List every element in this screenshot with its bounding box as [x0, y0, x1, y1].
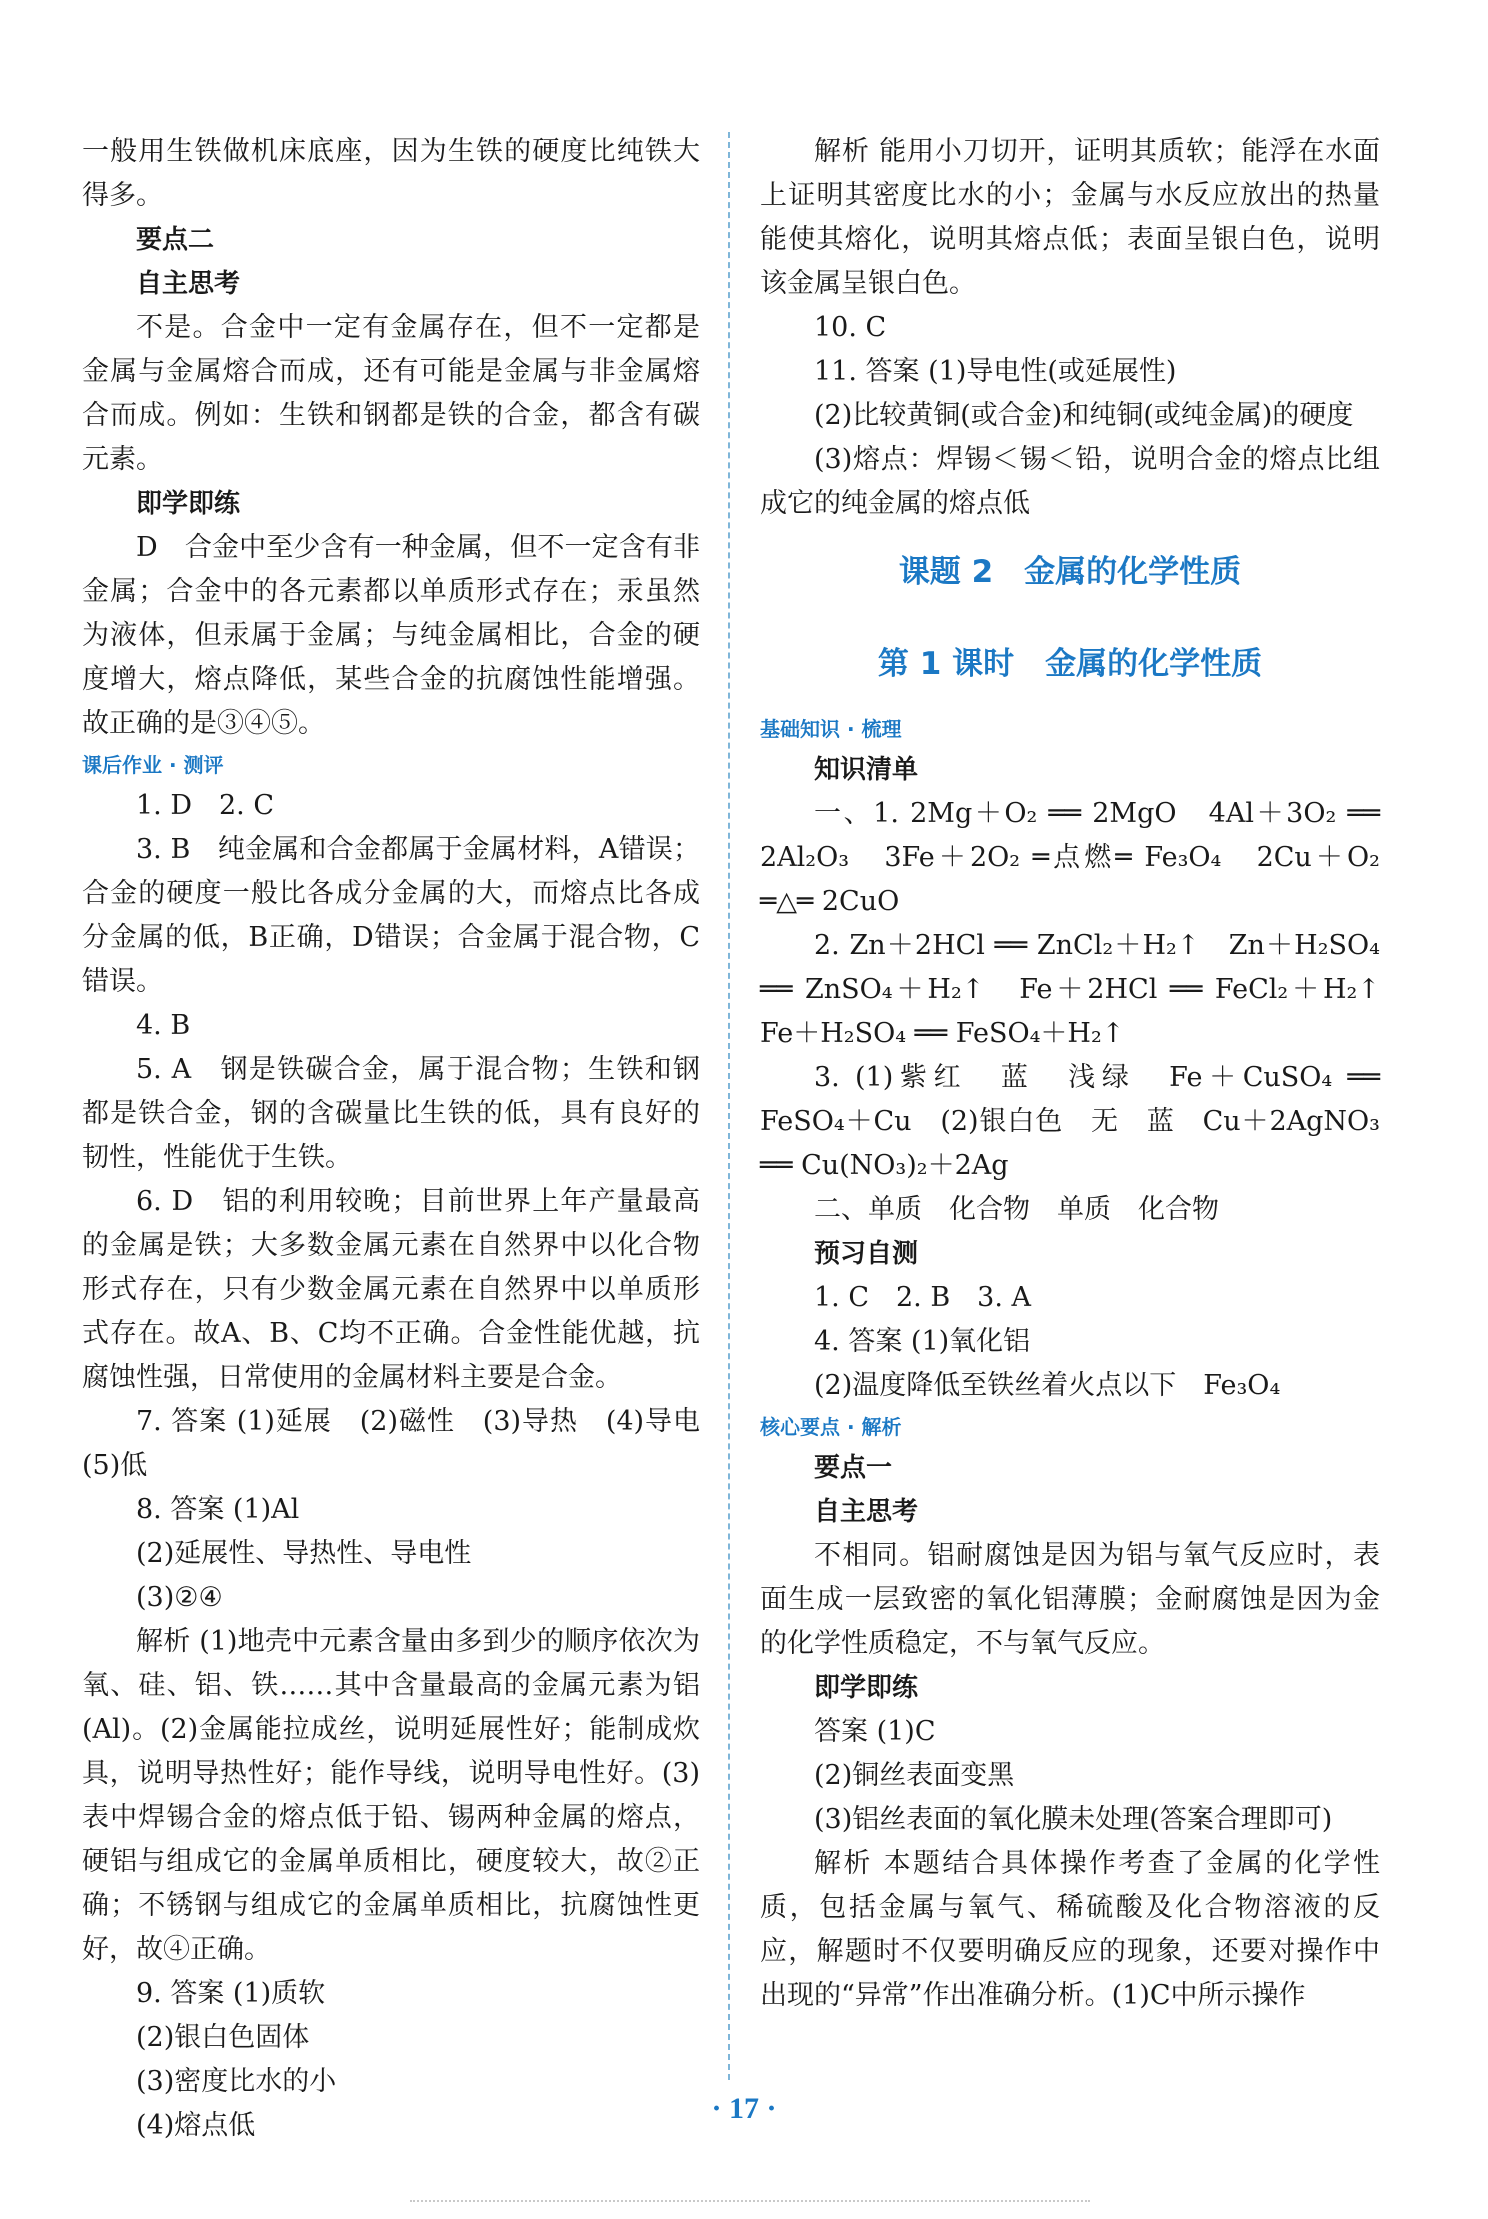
- lesson-title: 第 1 课时 金属的化学性质: [877, 646, 1263, 682]
- paragraph: D 合金中至少含有一种金属，但不一定含有非金属；合金中的各元素都以单质形式存在；汞虽然为液体，但汞属于金属；与纯金属相比，合金的硬度增大，熔点降低，某些合金的抗腐蚀性能增强。故正确的是③④⑤。: [82, 532, 700, 739]
- paragraph: 二、单质 化合物 单质 化合物: [814, 1194, 1219, 1225]
- column-divider: [728, 132, 730, 2080]
- subheading: 自主思考: [814, 1497, 919, 1527]
- paragraph: 8. 答案 (1)Al: [136, 1494, 300, 1525]
- paragraph: 不相同。铝耐腐蚀是因为铝与氧气反应时，表面生成一层致密的氧化铝薄膜；金耐腐蚀是因为金的化学性质稳定，不与氧气反应。: [760, 1540, 1380, 1659]
- paragraph: (2)延展性、导热性、导电性: [136, 1538, 472, 1569]
- paragraph: 一、1. 2Mg＋O₂ ══ 2MgO 4Al＋3O₂ ══ 2Al₂O₃ 3Fe＋2O₂ ═点燃═ Fe₃O₄ 2Cu＋O₂ ═△═ 2CuO: [760, 798, 1380, 917]
- paragraph: (3)熔点：焊锡＜锡＜铅，说明合金的熔点比组成它的纯金属的熔点低: [760, 444, 1380, 519]
- paragraph: 4. 答案 (1)氧化铝: [814, 1326, 1031, 1357]
- paragraph: 答案 (1)C: [814, 1716, 936, 1747]
- page-number: · 17 ·: [711, 2092, 777, 2125]
- paragraph: (2)银白色固体: [136, 2022, 310, 2053]
- paragraph: (3)铝丝表面的氧化膜未处理(答案合理即可): [814, 1804, 1333, 1835]
- subheading: 知识清单: [814, 755, 919, 785]
- paragraph: 1. D 2. C: [136, 790, 274, 821]
- right-column: [760, 130, 1407, 2018]
- paragraph: 3. B 纯金属和合金都属于金属材料，A错误；合金的硬度一般比各成分金属的大，而熔点比各成分金属的低，B正确，D错误；合金属于混合物，C错误。: [82, 834, 700, 997]
- section-label: 核心要点 · 解析: [760, 1415, 902, 1439]
- subheading: 预习自测: [814, 1239, 919, 1269]
- subheading: 即学即练: [136, 489, 241, 519]
- paragraph: 6. D 铝的利用较晚；目前世界上年产量最高的金属是铁；大多数金属元素在自然界中以化合物形式存在，只有少数金属元素在自然界中以单质形式存在。故A、B、C均不正确。合金性能优越，抗腐蚀性强，日常使用的金属材料主要是合金。: [82, 1186, 700, 1393]
- paragraph: 3. (1)紫红 蓝 浅绿 Fe＋CuSO₄ ══ FeSO₄＋Cu (2)银白色 无 蓝 Cu＋2AgNO₃ ══ Cu(NO₃)₂＋2Ag: [760, 1062, 1380, 1181]
- paragraph: 9. 答案 (1)质软: [136, 1978, 326, 2009]
- subheading: 要点二: [136, 225, 215, 255]
- paragraph: (2)温度降低至铁丝着火点以下 Fe₃O₄: [814, 1370, 1281, 1401]
- footer-rule: [410, 2200, 1090, 2202]
- left-column: [82, 130, 727, 2148]
- paragraph: (2)比较黄铜(或合金)和纯铜(或纯金属)的硬度: [814, 400, 1354, 431]
- paragraph: 解析 本题结合具体操作考查了金属的化学性质，包括金属与氧气、稀硫酸及化合物溶液的反应，解题时不仅要明确反应的现象，还要对操作中出现的“异常”作出准确分析。(1)C中所示操作: [760, 1848, 1380, 2011]
- paragraph: (3)密度比水的小: [136, 2066, 337, 2097]
- subheading: 即学即练: [814, 1673, 919, 1703]
- paragraph: 5. A 钢是铁碳合金，属于混合物；生铁和钢都是铁合金，钢的含碳量比生铁的低，具有良好的韧性，性能优于生铁。: [82, 1054, 700, 1173]
- subheading: 要点一: [814, 1453, 893, 1483]
- paragraph: 不是。合金中一定有金属存在，但不一定都是金属与金属熔合而成，还有可能是金属与非金属熔合而成。例如：生铁和钢都是铁的合金，都含有碳元素。: [82, 312, 700, 475]
- paragraph: 一般用生铁做机床底座，因为生铁的硬度比纯铁大得多。: [82, 136, 700, 211]
- paragraph: 10. C: [814, 312, 887, 343]
- paragraph: 4. B: [136, 1010, 191, 1041]
- paragraph: 2. Zn＋2HCl ══ ZnCl₂＋H₂↑ Zn＋H₂SO₄ ══ ZnSO₄＋H₂↑ Fe＋2HCl ══ FeCl₂＋H₂↑ Fe＋H₂SO₄ ══ FeSO₄＋H₂↑: [760, 930, 1407, 1049]
- section-label: 课后作业 · 测评: [82, 753, 224, 777]
- paragraph: 解析 (1)地壳中元素含量由多到少的顺序依次为氧、硅、铝、铁……其中含量最高的金属元素为铝(Al)。(2)金属能拉成丝，说明延展性好；能制成炊具，说明导热性好；能作导线，说明导电性好。(3)表中焊锡合金的熔点低于铅、锡两种金属的熔点，硬铝与组成它的金属单质相比，硬度较大，故②正确；不锈钢与组成它的金属单质相比，抗腐蚀性更好，故④正确。: [82, 1626, 700, 1965]
- section-label: 基础知识 · 梳理: [760, 717, 902, 741]
- paragraph: (3)②④: [136, 1582, 223, 1613]
- paragraph: (4)熔点低: [136, 2110, 256, 2141]
- paragraph: 1. C 2. B 3. A: [814, 1282, 1032, 1313]
- subheading: 自主思考: [136, 269, 241, 299]
- paragraph: (2)铜丝表面变黑: [814, 1760, 1015, 1791]
- paragraph: 解析 能用小刀切开，证明其质软；能浮在水面上证明其密度比水的小；金属与水反应放出的热量能使其熔化，说明其熔点低；表面呈银白色，说明该金属呈银白色。: [760, 136, 1380, 299]
- paragraph: 7. 答案 (1)延展 (2)磁性 (3)导热 (4)导电 (5)低: [82, 1406, 727, 1481]
- lesson-title: 课题 2 金属的化学性质: [898, 554, 1242, 590]
- paragraph: 11. 答案 (1)导电性(或延展性): [814, 356, 1177, 387]
